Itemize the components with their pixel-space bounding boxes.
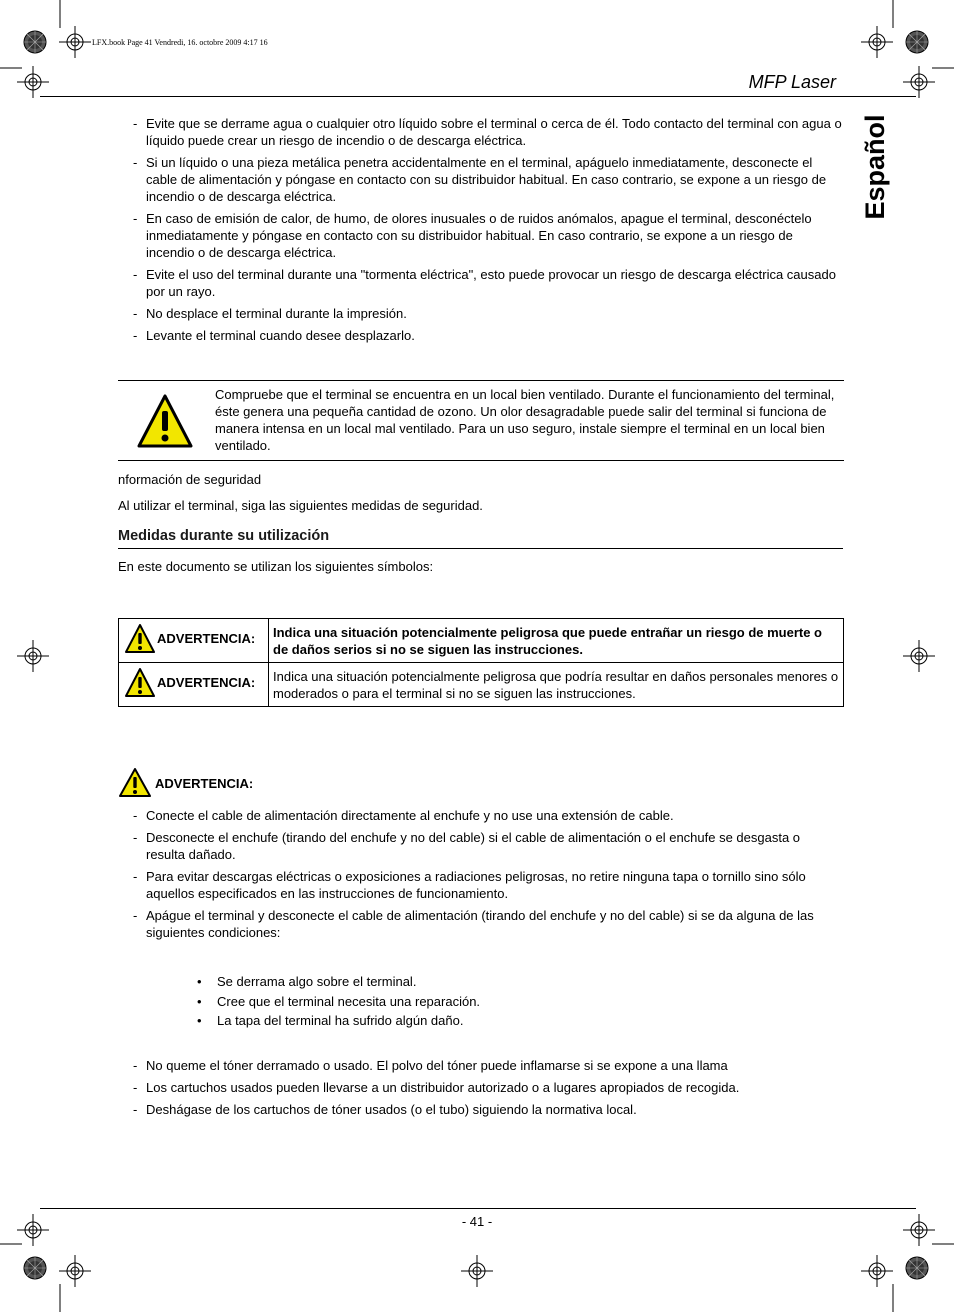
table-cell-label	[119, 663, 269, 707]
intro-list	[118, 115, 842, 349]
warning-icon	[118, 767, 152, 799]
section-rule	[118, 548, 843, 549]
list-item: - Conecte el cable de alimentación directamente al enchufe y no use una extensión de cable.	[118, 807, 842, 824]
header-rule	[40, 96, 916, 97]
warning-icon	[124, 623, 156, 655]
safety-intro: Al utilizar el terminal, siga las siguientes medidas de seguridad.	[118, 498, 483, 513]
list-item: - No desplace el terminal durante la impresión.	[118, 305, 842, 322]
list-item: • La tapa del terminal ha sufrido algún daño.	[197, 1012, 797, 1029]
list-item: - No queme el tóner derramado o usado. El polvo del tóner puede inflamarse si se expone a una llama	[118, 1057, 842, 1074]
list-item: - Los cartuchos usados pueden llevarse a un distribuidor autorizado o a lugares apropiados de recogida.	[118, 1079, 842, 1096]
caution-icon	[136, 393, 194, 449]
warning-heading-label: ADVERTENCIA:	[155, 775, 254, 791]
footer-rule	[40, 1208, 916, 1209]
warning-heading	[118, 767, 253, 799]
list-item: • Se derrama algo sobre el terminal.	[197, 973, 797, 990]
warning-label: ADVERTENCIA:	[157, 675, 256, 690]
list-item: - Deshágase de los cartuchos de tóner usados (o el tubo) siguiendo la normativa local.	[118, 1101, 842, 1118]
list-item: - Evite que se derrame agua o cualquier otro líquido sobre el terminal o cerca de él. Todo contacto del terminal con agua o líquido puede crear un riesgo de incendio o de descarga eléctrica.	[118, 115, 842, 149]
table-cell-label	[119, 619, 269, 663]
print-info: LFX.book Page 41 Vendredi, 16. octobre 2009 4:17 16	[92, 38, 268, 47]
toner-list	[118, 1057, 842, 1123]
list-item: - En caso de emisión de calor, de humo, de olores inusuales o de ruidos anómalos, apague el terminal, desconéctelo inmediatamente y póngase en contacto con su distribuidor habitual. En caso contrario, se expone a un riesgo de incendio o de descarga eléctrica.	[118, 210, 842, 261]
caution-text: Compruebe que el terminal se encuentra en un local bien ventilado. Durante el funcionamiento del terminal, éste genera una pequeña cantidad de ozono. Un olor desagradable puede salir del terminal si funciona de manera intensa en un local mal ventilado. Para un uso seguro, instale siempre el terminal en un local bien ventilado.	[215, 387, 835, 453]
warning-list	[118, 807, 842, 946]
table-cell-text: Indica una situación potencialmente peligrosa que puede entrañar un riesgo de muerte o de daños serios si no se siguen las instrucciones.	[269, 619, 844, 663]
warning-label: ADVERTENCIA:	[157, 631, 256, 646]
conditions-list	[197, 973, 797, 1032]
table-row	[119, 663, 844, 707]
header-title: MFP Laser	[748, 72, 836, 92]
list-item: - Evite el uso del terminal durante una "tormenta eléctrica", esto puede provocar un riesgo de descarga eléctrica causado por un rayo.	[118, 266, 842, 300]
symbols-intro: En este documento se utilizan los siguientes símbolos:	[118, 559, 434, 574]
list-item: - Levante el terminal cuando desee desplazarlo.	[118, 327, 842, 344]
language-tab: Español	[860, 114, 890, 220]
page-number: - 41 -	[461, 1214, 493, 1229]
list-item: - Para evitar descargas eléctricas o exposiciones a radiaciones peligrosas, no retire ninguna tapa o tornillo sino sólo aquellos especificados en las instrucciones de funcionamiento.	[118, 868, 842, 902]
list-item: - Desconecte el enchufe (tirando del enchufe y no del cable) si el cable de alimentación o el enchufe se desgasta o resulta dañado.	[118, 829, 842, 863]
list-item: • Cree que el terminal necesita una reparación.	[197, 993, 797, 1010]
caution-top-rule	[118, 380, 844, 381]
section-heading: Medidas durante su utilización	[118, 528, 330, 544]
safety-info-label: nformación de seguridad	[118, 472, 262, 487]
symbols-table	[118, 618, 844, 707]
list-item: - Si un líquido o una pieza metálica penetra accidentalmente en el terminal, apáguelo inmediatamente, desconecte el cable de alimentación y póngase en contacto con su distribuidor habitual. En caso contrario, se expone a un riesgo de incendio o de descarga eléctrica.	[118, 154, 842, 205]
caution-bottom-rule	[118, 460, 844, 461]
table-cell-text: Indica una situación potencialmente peligrosa que podría resultar en daños personales menores o moderados o para el terminal si no se siguen las instrucciones.	[269, 663, 844, 707]
warning-icon	[124, 667, 156, 699]
list-item: - Apágue el terminal y desconecte el cable de alimentación (tirando del enchufe y no del cable) si se da alguna de las siguientes condiciones:	[118, 907, 842, 941]
table-row	[119, 619, 844, 663]
